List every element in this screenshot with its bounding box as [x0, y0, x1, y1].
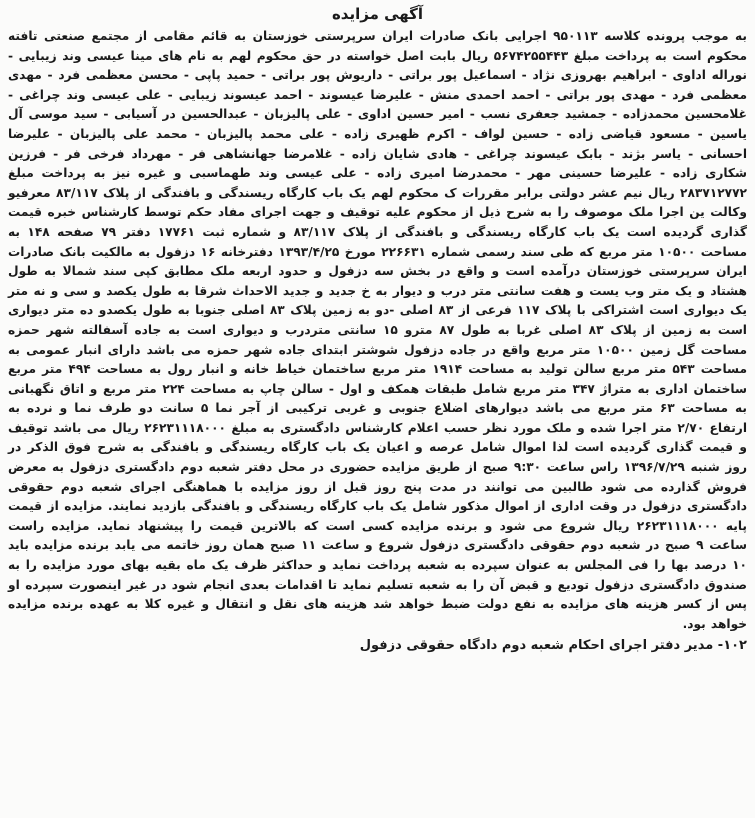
notice-title: آگهی مزایده: [331, 5, 424, 23]
notice-signature: ۱۰۲- مدیر دفتر اجرای احکام شعبه دوم دادگاه حقوقی دزفول: [359, 638, 747, 654]
notice-body: به موجب پرونده کلاسه ۹۵۰۱۱۳ اجرایی بانک صادرات ایران سرپرستی خوزستان به قائم مقامی از مجتمع صنعتی تافته محکوم است به پرداخت مبلغ ۵۶۷۴۲۵۵۴۴۳ ریال بابت اصل خواسته در حق محکوم لهم به نام های مینا عیسی وند زیبایی - نوراله اداوی - ابراهیم بهروزی نژاد - اسماعیل پور براتی - داریوش پور براتی - حمید پاپی - محسن معظمی فرد - مهدی معظمی فرد - مهدی پور براتی - احمد احمدی منش - علیرضا عیسوند - احمد عیسوند زیبایی - علی عیسی وند چراغی - غلامحسین محمدزاده - جمشید جعفری نسب - امیر حسین اداوی - علی پالیزبان - عبدالحسین در آسیابی - سید موسی آل یاسین - مسعود قیاضی زاده - حسین لواف - اکرم ظهیری زاده - علی محمد پالیزبان - محمد علی پالیزبان - علیرضا احسانی - یاسر بژند - بابک عیسوند چراغی - هادی شایان زاده - غلامرضا جهانشاهی فر - مهرداد فرخی فر - فرزین شکاری زاده - علیرضا حسینی مهر - محمدرضا امیری زاده - علی عیسی وند طهماسبی و غیره نیز به پرداخت مبلغ ۲۸۳۷۱۲۷۷۲ ریال نیم عشر دولتی برابر مقررات ک محکوم لهم یک باب کارگاه ریسندگی و بافندگی از پلاک ۸۳/۱۱۷ معرفیو وکالت ین اجرا ملک موصوف را به شرح ذیل از محکوم علیه توقیف و جهت اجرای مفاد حکم توسط کارشناس خبره قیمت گذاری گردیده است یک باب کارگاه ریسندگی و بافندگی از پلاک ۸۳/۱۱۷ و شماره ثبت ۱۷۷۶۱ دفتر ۷۹ صفحه ۱۴۸ به مساحت ۱۰۵۰۰ متر مربع که طی سند رسمی شماره ۲۲۶۶۳۱ مورخ ۱۳۹۳/۴/۲۵ دفترخانه ۱۶ دزفول به مالکیت بانک صادرات ایران سرپرستی خوزستان درآمده است و واقع در بخش سه دزفول و حدود اربعه ملک مطابق کپی سند شمالا به طول هشتاد و یک متر وب یست و هفت سانتی متر درب و دیوار به خ جدید و جدید الاحداث شرقا به طول یکصد و سی و نه متر یک دیواری است اشتراکی با پلاک ۱۱۷ فرعی از ۸۳ اصلی -دو به زمین پلاک ۸۳ اصلی جنوبا به طول یکصدو ده متر دیواری است به زمین از پلاک ۸۳ اصلی غربا به طول ۸۷ مترو ۱۵ سانتی متردرب و دیواری است به جاده آسفالته شهر حمزه مساحت گل زمین ۱۰۵۰۰ متر مربع واقع در جاده دزفول شوشتر ابتدای جاده شهر حمزه می باشد دارای انبار عمومی به مساحت ۵۴۳ متر مربع سالن تولید به مساحت ۱۹۱۴ متر مربع ساختمان خیاط خانه و انبار رول به مساحت ۴۹۴ متر مربع ساختمان اداری به متراژ ۳۴۷ متر مربع شامل طبقات همکف و اول - سالن چاپ به مساحت ۲۲۴ متر مربع و اتاق نگهبانی به مساحت ۶۳ متر مربع می باشد دیوارهای اضلاع جنوبی و غربی ترکیبی از آجر نما ۵ سانت دو طرف نما و نرده به ارتفاع ۲/۷۰ متر اجرا شده و ملک مورد نظر حسب اعلام کارشناس دادگستری به مبلغ ۲۶۲۳۱۱۱۸۰۰۰ ریال می باشد توقیف و قیمت گذاری گردیده است لذا اموال شامل عرصه و اعیان یک باب کارگاه ریسندگی و بافندگی به شرح فوق الذکر در روز شنبه ۱۳۹۶/۷/۲۹ راس ساعت ۹:۳۰ صبح از طریق مزایده حضوری در محل دفتر شعبه دوم دادگستری دزفول به معرض فروش گذارده می شود طالبین می توانند در مدت پنج روز قبل از روز مزایده با هماهنگی اجرای شعبه دوم حقوقی دادگستری دزفول در وقت اداری از اموال مذکور شامل یک باب کارگاه ریسندگی و بافندگی بازدید نمایند. مزایده از قیمت پایه ۲۶۲۳۱۱۱۸۰۰۰ ریال شروع می شود و برنده مزایده کسی است که بالاترین قیمت را پیشنهاد نماید. مزایده راست ساعت ۹ صبح در شعبه دوم حقوقی دادگستری دزفول شروع و ساعت ۱۱ صبح همان روز خاتمه می یابد برنده مزایده باید ۱۰ درصد بها را فی المجلس به عنوان سپرده به شعبه پرداخت نماید و حداکثر ظرف یک ماه بقیه بهای مورد مزایده را به صندوق دادگستری دزفول تودیع و قبض آن را به شعبه تسلیم نماید تا اقدامات بعدی انجام شود در غیر اینصورت سپرده او پس از کسر هزینه های مزایده به نفع دولت ضبط خواهد شد هزینه های نقل و انتقال و غیره کلا به عهده برنده مزایده خواهد بود.: [8, 29, 748, 631]
